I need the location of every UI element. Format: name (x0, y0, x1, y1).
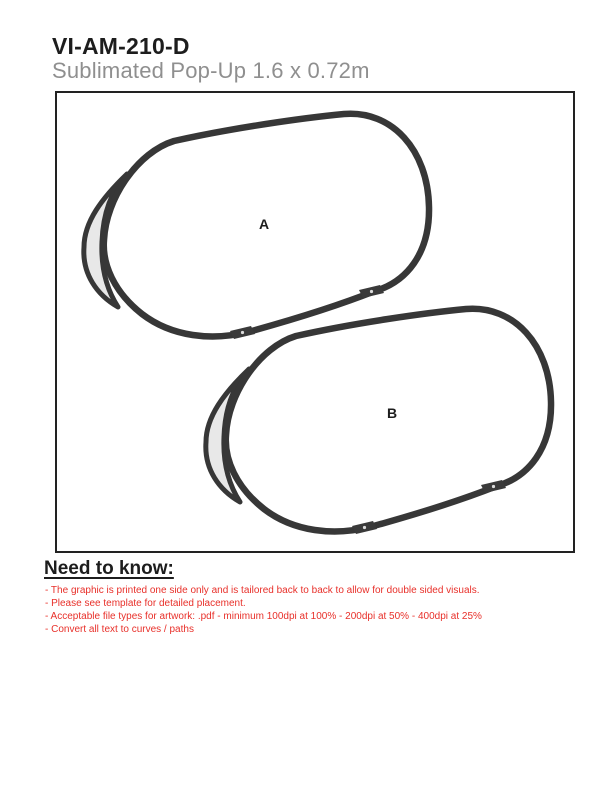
note-line: - Acceptable file types for artwork: .pdf - minimum 100dpi at 100% - 200dpi at 50% - 400dpi at 25% (45, 611, 482, 622)
note-line: - The graphic is printed one side only and is tailored back to back to allow for double sided visuals. (45, 585, 480, 596)
popup-banner-a (84, 114, 429, 339)
need-to-know-notes (45, 584, 590, 636)
popup-diagram (57, 93, 573, 551)
panel-label-a: A (259, 216, 270, 232)
note-line: - Please see template for detailed placement. (45, 598, 246, 609)
popup-banner-b (206, 309, 551, 534)
note-line: - Convert all text to curves / paths (45, 624, 194, 635)
panel-label-b: B (387, 405, 398, 421)
page-title: VI-AM-210-D (52, 33, 190, 59)
page-subtitle: Sublimated Pop-Up 1.6 x 0.72m (52, 58, 370, 83)
need-to-know-heading: Need to know: (44, 558, 174, 579)
diagram-box (55, 91, 575, 553)
